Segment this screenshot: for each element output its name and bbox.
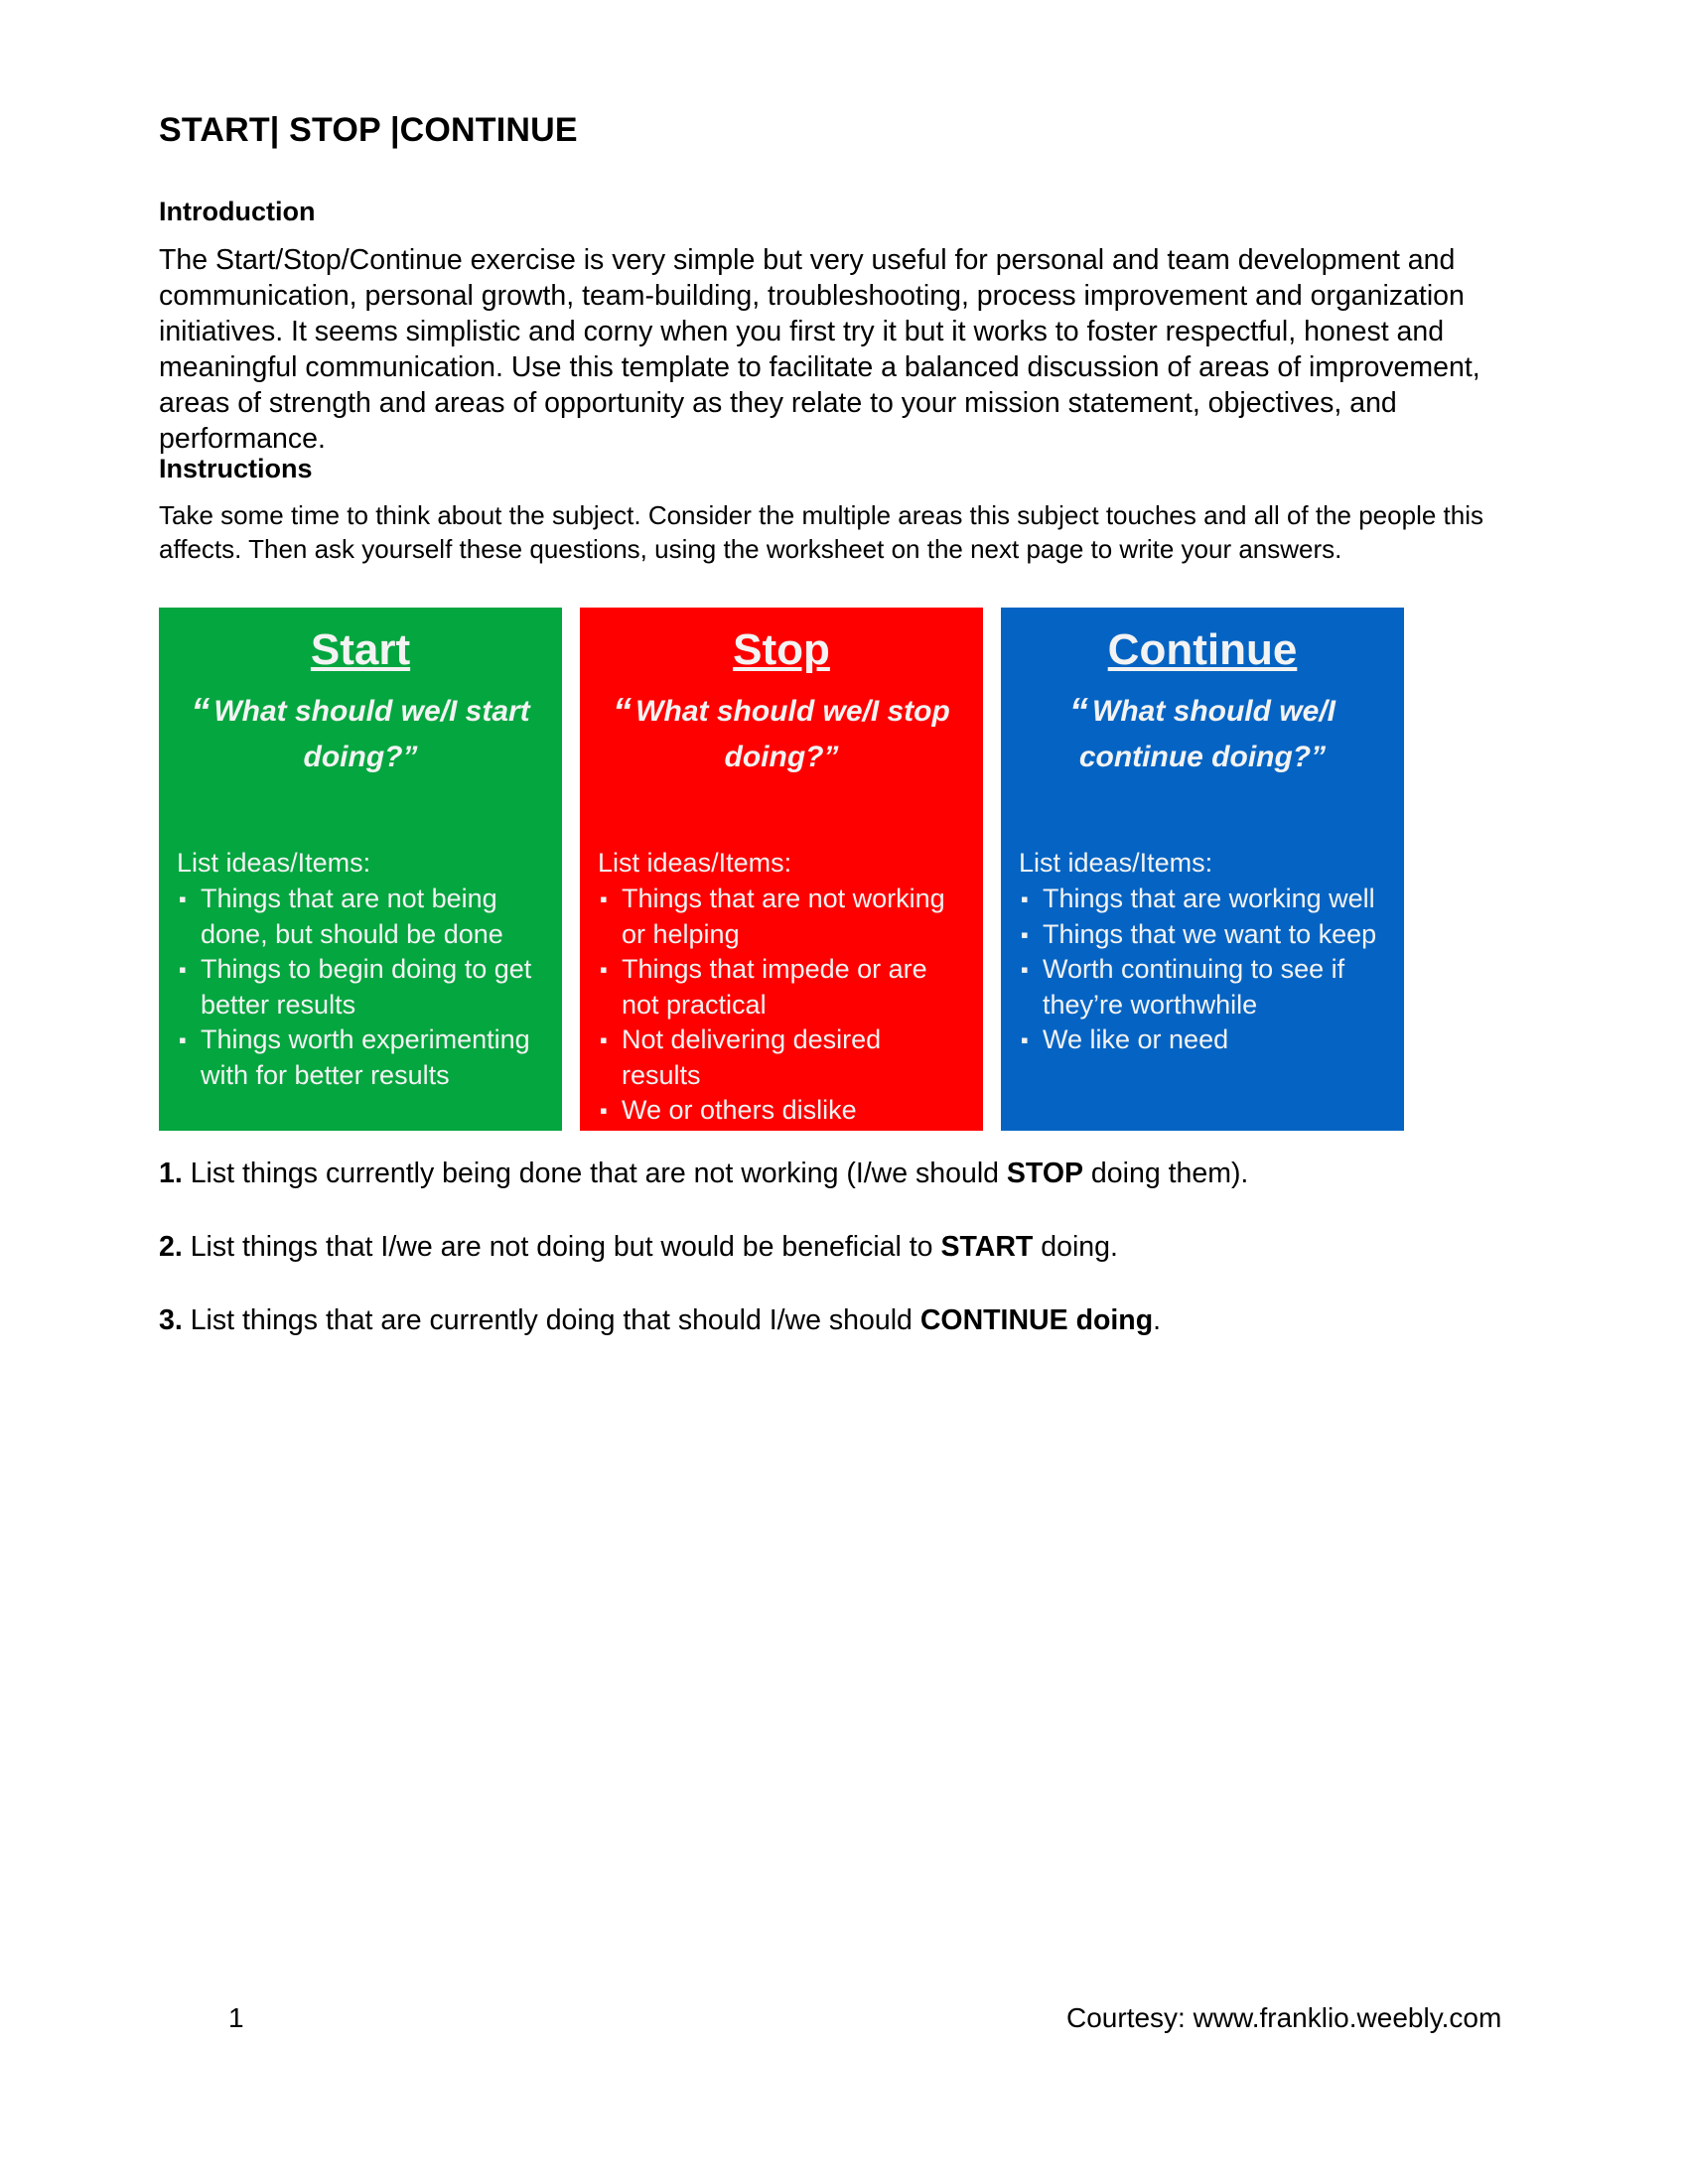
list-item: ▪ Things that are not working or helping	[600, 884, 945, 949]
footer-courtesy: Courtesy: www.franklio.weebly.com	[1066, 2002, 1502, 2033]
bullet-icon: ▪	[600, 1027, 608, 1052]
list-item: ▪ Things that we want to keep	[1019, 917, 1386, 953]
bullet-icon: ▪	[1021, 1027, 1029, 1052]
list-item: ▪ Things worth experimenting with for better results	[179, 1024, 530, 1090]
stop-card-title: Stop	[733, 625, 830, 674]
list-item: ▪ Things that impede or are not practical	[600, 954, 927, 1020]
bullet-icon: ▪	[179, 957, 187, 982]
page-title: START| STOP |CONTINUE	[159, 111, 578, 149]
start-stop-continue-graphic	[159, 608, 1405, 1131]
bullet-icon: ▪	[1021, 957, 1029, 982]
introduction-heading: Introduction	[159, 197, 316, 226]
start-card-list-label: List ideas/Items:	[177, 848, 371, 878]
list-item: ▪ Things that are working well	[1019, 882, 1386, 917]
instructions-heading: Instructions	[159, 454, 313, 483]
continue-card	[1001, 608, 1404, 1131]
introduction-text: The Start/Stop/Continue exercise is very simple but very useful for personal and team development and communication, personal growth, team-building, troubleshooting, process improvement and organization initiatives. It seems simplistic and corny when you first try it but it works to foster respectful, honest and meaningful communication. Use this template to facilitate a balanced discussion of areas of improvement, areas of strength and areas of opportunity as they relate to your mission statement, objectives, and performance.	[159, 244, 1480, 455]
stop-card	[580, 608, 983, 1131]
open-quote-icon: “	[613, 691, 633, 733]
open-quote-icon: “	[191, 691, 211, 733]
start-card-title: Start	[310, 625, 411, 674]
continue-card-list-label: List ideas/Items:	[1019, 848, 1213, 878]
continue-card-title: Continue	[1107, 625, 1298, 674]
start-card-question: “ What should we/I start doing?”	[191, 691, 530, 773]
bullet-icon: ▪	[179, 1027, 187, 1052]
open-quote-icon: “	[1069, 691, 1088, 733]
bullet-icon: ▪	[1021, 921, 1029, 947]
stop-card-question: “ What should we/I stop doing?”	[613, 691, 950, 773]
continue-card-list	[1019, 882, 1386, 1058]
bullet-icon: ▪	[600, 1098, 608, 1123]
list-item: ▪ We like or need	[1019, 1023, 1386, 1058]
page-number: 1	[228, 2002, 244, 2033]
question-3: 3. List things that are currently doing that should I/we should CONTINUE doing.	[159, 1304, 1162, 1336]
list-item: ▪ Not delivering desired results	[600, 1024, 882, 1090]
bullet-icon: ▪	[179, 887, 187, 911]
stop-card-list	[598, 882, 965, 1129]
stop-card-list-label: List ideas/Items:	[598, 848, 792, 878]
continue-card-question: “ What should we/I continue doing?”	[1069, 691, 1336, 773]
bullet-icon: ▪	[600, 887, 608, 911]
list-item: ▪ Things to begin doing to get better results	[179, 954, 532, 1020]
start-card-list	[177, 882, 544, 1093]
question-1: 1. List things currently being done that are not working (I/we should STOP doing them).	[159, 1158, 1249, 1189]
question-2: 2. List things that I/we are not doing but would be beneficial to START doing.	[159, 1231, 1118, 1263]
list-item: ▪ Things that are not being done, but should be done	[179, 884, 503, 949]
list-item: ▪ Worth continuing to see if they’re worthwhile	[1021, 954, 1345, 1020]
list-item: ▪ We or others dislike	[598, 1093, 965, 1129]
bullet-icon: ▪	[600, 957, 608, 982]
instructions-text: Take some time to think about the subject. Consider the multiple areas this subject touches and all of the people this affects. Then ask yourself these questions, using the worksheet on the next page to write your answers.	[159, 500, 1483, 564]
start-card	[159, 608, 562, 1131]
bullet-icon: ▪	[1021, 887, 1029, 911]
